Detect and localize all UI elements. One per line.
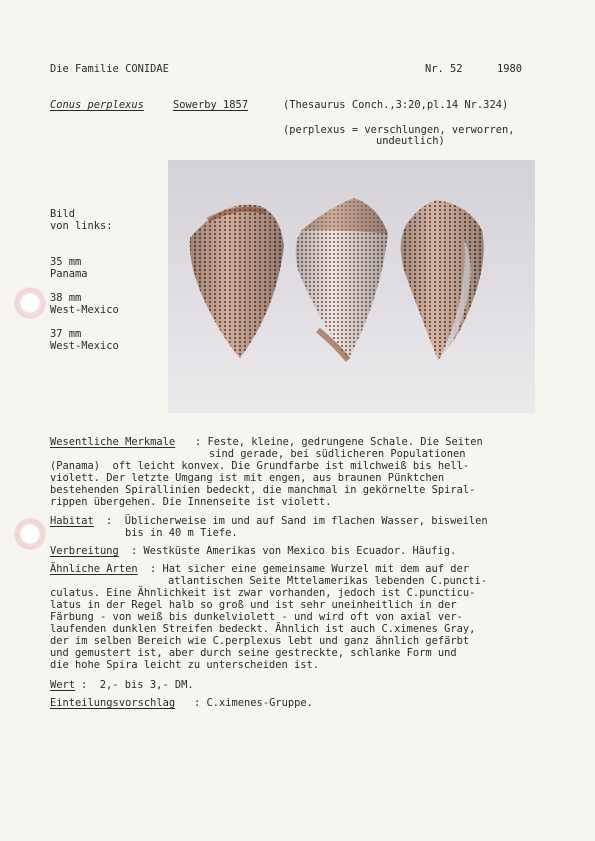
specimen-size: 37 mm xyxy=(50,328,82,340)
aehnliche-label: Ähnliche Arten xyxy=(50,563,138,575)
figure-caption-2: von links: xyxy=(50,220,113,232)
specimen-locality: West-Mexico xyxy=(50,340,119,352)
aehnliche-text: und gemustert ist, aber durch seine gestreckte, schlanke Form und xyxy=(50,647,457,659)
family-heading: Die Familie CONIDAE xyxy=(50,63,169,75)
aehnliche-text: Färbung - von weiß bis dunkelviolett - und wird oft von axial ver- xyxy=(50,611,463,623)
catalog-number: Nr. 52 xyxy=(425,63,463,75)
wert-label: Wert xyxy=(50,679,76,691)
shell-photograph xyxy=(168,160,535,413)
habitat-text: bis in 40 m Tiefe. xyxy=(125,527,238,539)
aehnliche-text: die hohe Spira leicht zu unterscheiden ist. xyxy=(50,659,319,671)
etymology-line-2: undeutlich) xyxy=(376,135,445,147)
species-name: Conus perplexus xyxy=(50,99,144,111)
aehnliche-text: culatus. Eine Ähnlichkeit ist zwar vorhanden, jedoch ist C.puncticu- xyxy=(50,587,476,599)
specimen-locality: West-Mexico xyxy=(50,304,119,316)
shell-middle-image xyxy=(296,198,388,360)
etymology-line-1: (perplexus = verschlungen, verworren, xyxy=(283,124,515,136)
merkmale-text: : Feste, kleine, gedrungene Schale. Die Seiten xyxy=(195,436,483,448)
merkmale-text: violett. Der letzte Umgang ist mit engen, aus braunen Pünktchen xyxy=(50,472,445,484)
specimen-size: 35 mm xyxy=(50,256,82,268)
punch-hole-bottom xyxy=(15,519,45,549)
catalog-year: 1980 xyxy=(497,63,523,75)
aehnliche-text: : Hat sicher eine gemeinsame Wurzel mit dem auf der xyxy=(150,563,470,575)
habitat-text: : Üblicherweise im und auf Sand im flachen Wasser, bisweilen xyxy=(106,515,488,527)
merkmale-text: sind gerade, bei südlicheren Populationen xyxy=(209,448,466,460)
specimen-locality: Panama xyxy=(50,268,88,280)
merkmale-text: bestehenden Spirallinien bedeckt, die manchmal in gekörnelte Spiral- xyxy=(50,484,476,496)
einteilung-text: : C.ximenes-Gruppe. xyxy=(194,697,313,709)
species-reference: (Thesaurus Conch.,3:20,pl.14 Nr.324) xyxy=(283,99,509,111)
shell-left-image xyxy=(190,205,284,358)
merkmale-text: (Panama) oft leicht konvex. Die Grundfarbe ist milchweiß bis hell- xyxy=(50,460,470,472)
verbreitung-label: Verbreitung xyxy=(50,545,119,557)
aehnliche-text: latus in der Regel halb so groß und ist sehr uneinheitlich in der xyxy=(50,599,457,611)
aehnliche-text: der im selben Bereich wie C.perplexus lebt und ganz ähnlich gefärbt xyxy=(50,635,470,647)
punch-hole-top xyxy=(15,288,45,318)
habitat-label: Habitat xyxy=(50,515,94,527)
merkmale-label: Wesentliche Merkmale xyxy=(50,436,176,448)
species-author: Sowerby 1857 xyxy=(173,99,249,111)
aehnliche-text: laufenden dunklen Streifen bedeckt. Ähnlich ist auch C.ximenes Gray, xyxy=(50,623,476,635)
figure-caption-1: Bild xyxy=(50,208,76,220)
aehnliche-text: atlantischen Seite Mttelamerikas lebenden C.puncti- xyxy=(168,575,488,587)
wert-text: : 2,- bis 3,- DM. xyxy=(81,679,194,691)
specimen-size: 38 mm xyxy=(50,292,82,304)
merkmale-text: rippen übergehen. Die Innenseite ist violett. xyxy=(50,496,332,508)
shell-right-image xyxy=(401,200,484,360)
verbreitung-text: : Westküste Amerikas von Mexico bis Ecuador. Häufig. xyxy=(131,545,457,557)
einteilung-label: Einteilungsvorschlag xyxy=(50,697,176,709)
